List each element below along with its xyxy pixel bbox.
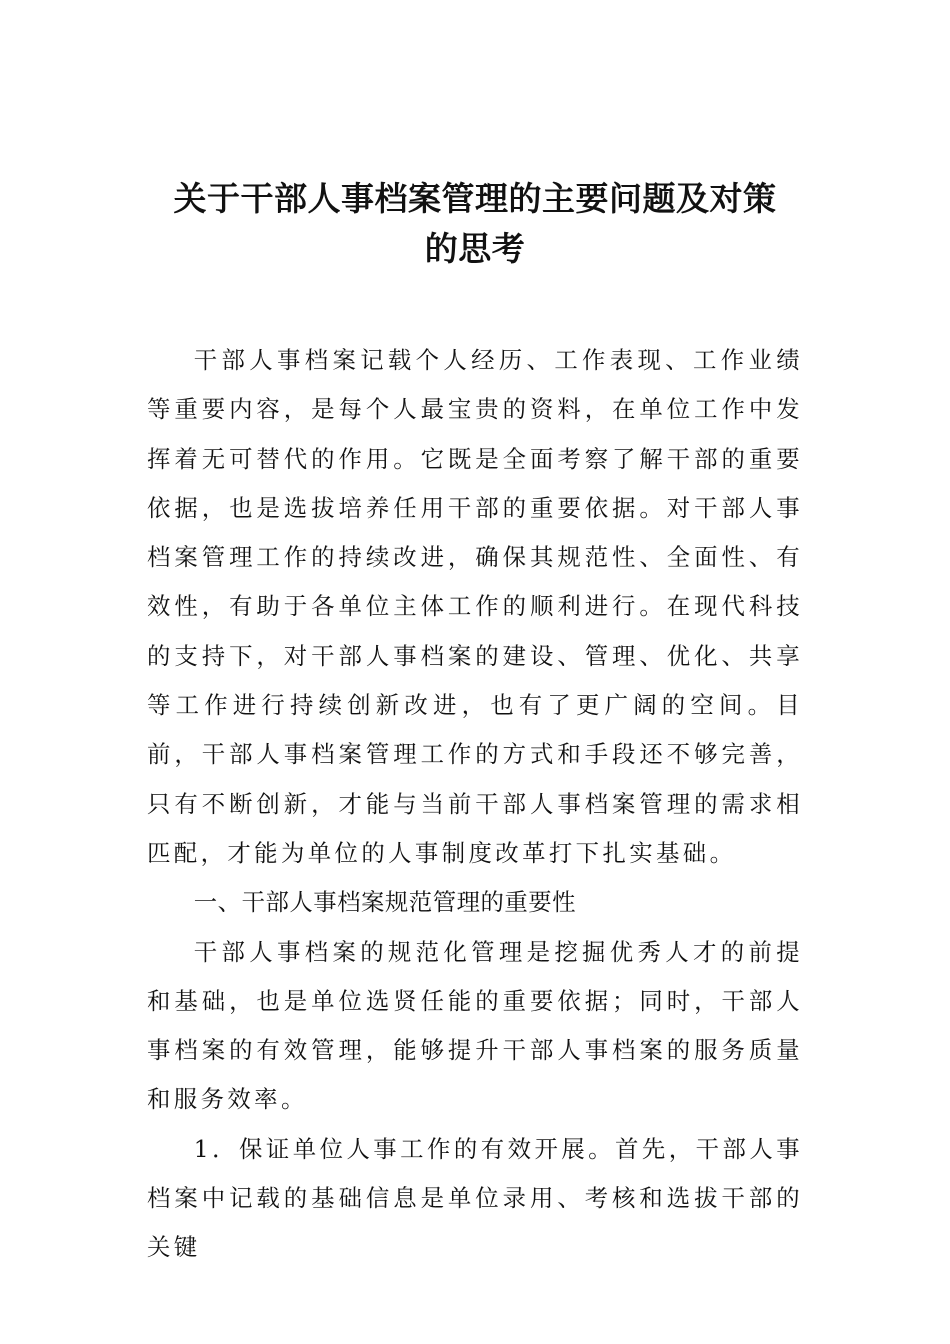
section-1-paragraph: 干部人事档案的规范化管理是挖掘优秀人才的前提和基础，也是单位选贤任能的重要依据；同时，干部人事档案的有效管理，能够提升干部人事档案的服务质量和服务效率。 xyxy=(147,937,803,1114)
section-heading-1: 一、干部人事档案规范管理的重要性 xyxy=(193,888,577,917)
section-1-item-1-paragraph: 1．保证单位人事工作的有效开展。首先，干部人事档案中记载的基础信息是单位录用、考核和选拔干部的关键 xyxy=(147,1134,803,1262)
document-title xyxy=(135,174,815,274)
document-body xyxy=(147,336,803,1273)
document-page xyxy=(147,174,803,1273)
title-line-2: 的思考 xyxy=(424,229,526,268)
intro-paragraph: 干部人事档案记载个人经历、工作表现、工作业绩等重要内容，是每个人最宝贵的资料，在单位工作中发挥着无可替代的作用。它既是全面考察了解干部的重要依据，也是选拔培养任用干部的重要依据。对干部人事档案管理工作的持续改进，确保其规范性、全面性、有效性，有助于各单位主体工作的顺利进行。在现代科技的支持下，对干部人事档案的建设、管理、优化、共享等工作进行持续创新改进，也有了更广阔的空间。目前，干部人事档案管理工作的方式和手段还不够完善，只有不断创新，才能与当前干部人事档案管理的需求相匹配，才能为单位的人事制度改革打下扎实基础。 xyxy=(147,346,803,867)
title-line-1: 关于干部人事档案管理的主要问题及对策 xyxy=(173,179,777,218)
